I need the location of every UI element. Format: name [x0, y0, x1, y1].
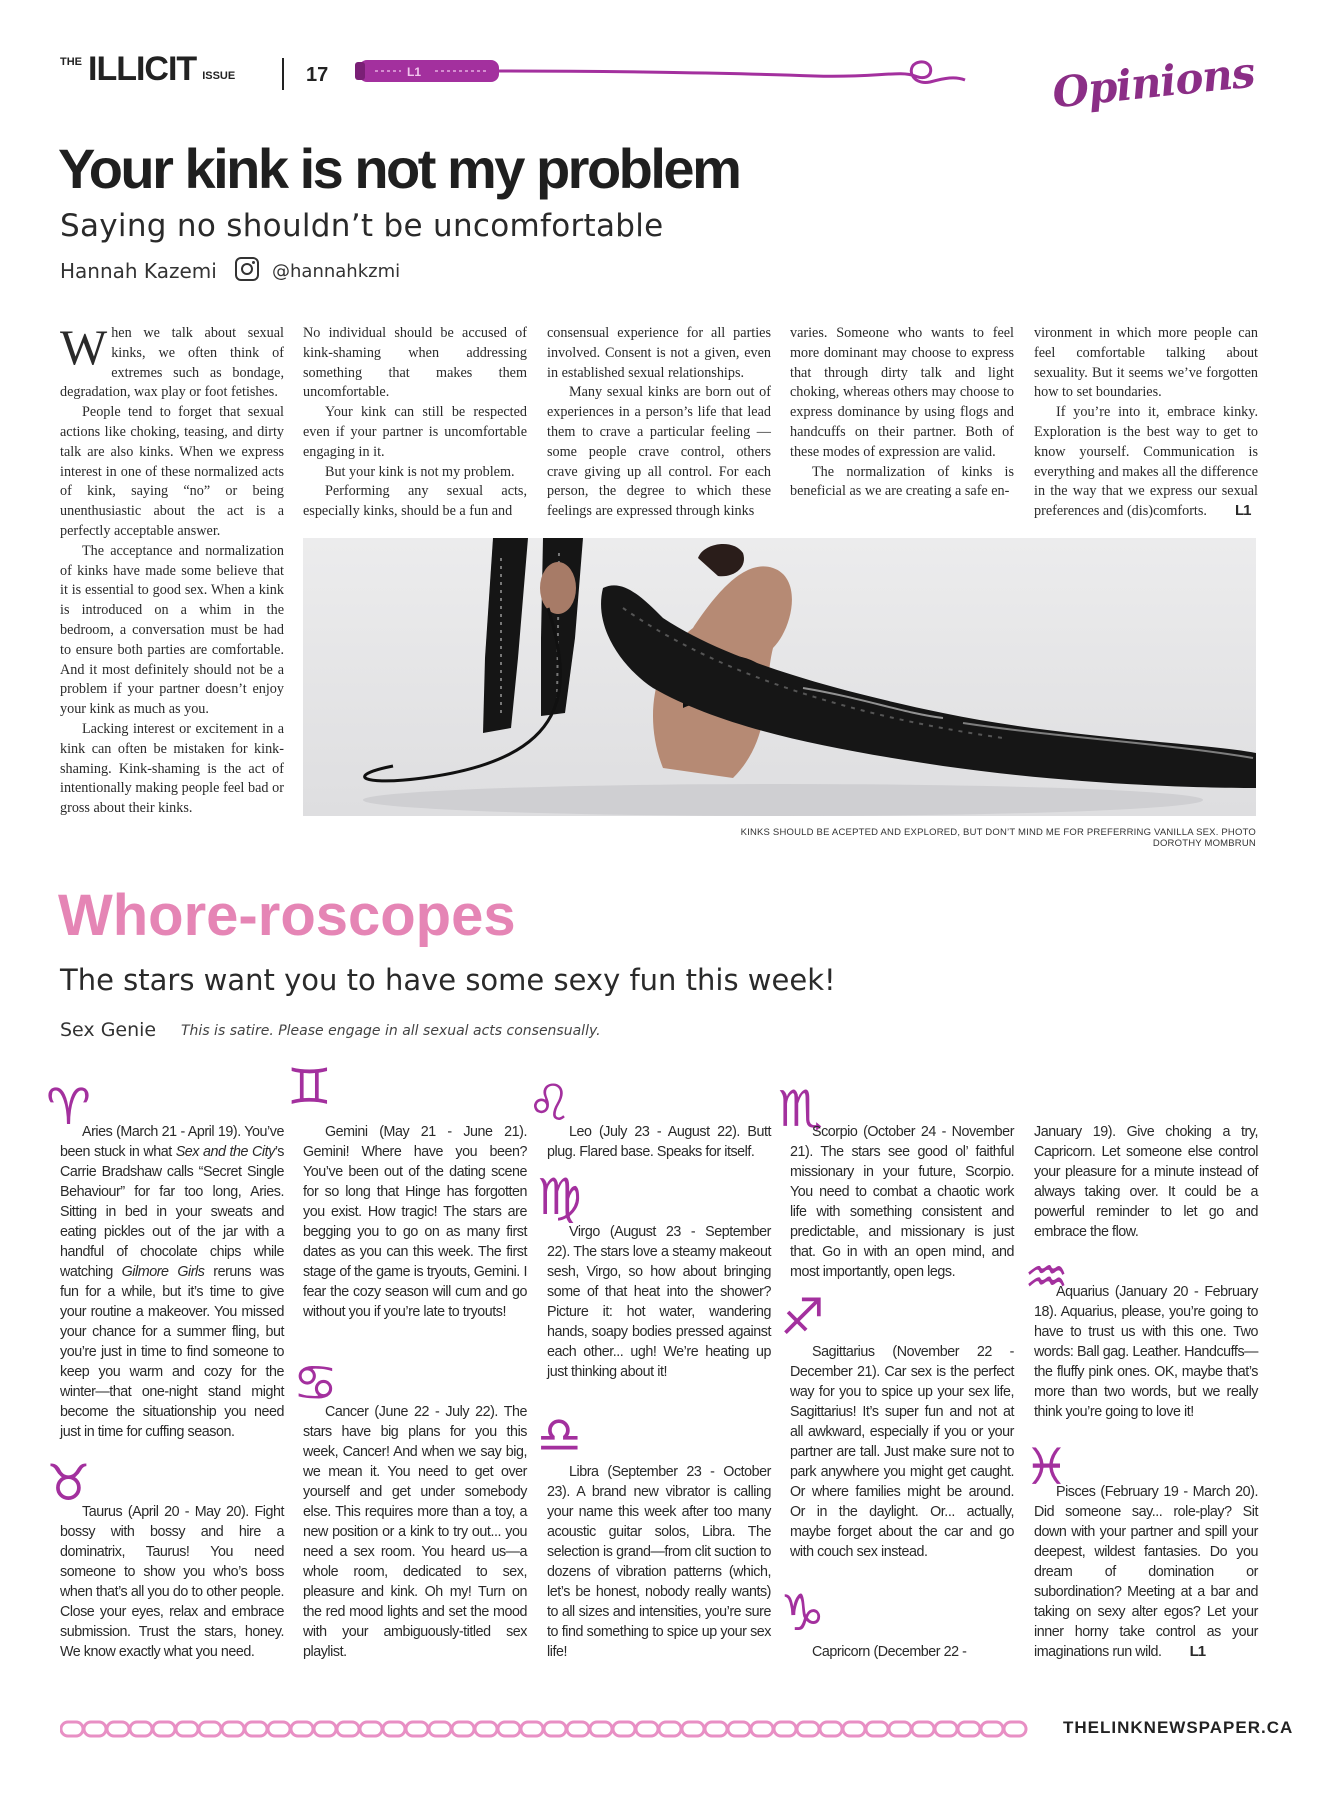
chain-link [820, 1722, 842, 1736]
article-paragraph: Your kink can still be respected even if your partner is uncomfortable engaging in it. [303, 404, 527, 460]
chain-link [912, 1722, 934, 1736]
chain-link [935, 1722, 957, 1736]
horoscope-taurus: Taurus (April 20 - May 20). Fight bossy with bossy and hire a dominatrix, Taurus! You need someone to show you who’s boss when that’s all you do to other people. Close your eyes, relax and embrace submission. Trust the stars, honey. We know exactly what you need. [60, 1504, 284, 1660]
header-divider [282, 58, 284, 90]
drop-cap: W [60, 319, 108, 375]
chain-link [406, 1722, 428, 1736]
chain-link [889, 1722, 911, 1736]
chain-link [291, 1722, 313, 1736]
chain-link [176, 1722, 198, 1736]
chain-link [958, 1722, 980, 1736]
libra-icon: ♎ [537, 1406, 582, 1464]
chain-link [245, 1722, 267, 1736]
horoscope-capricorn-start: Capricorn (December 22 - [812, 1644, 967, 1660]
chain-link [84, 1722, 106, 1736]
horoscope-subtitle: The stars want you to have some sexy fun this week! [60, 963, 836, 997]
horoscope-pisces: Pisces (February 19 - March 20). Did someone say... role-play? Sit down with your partner and spill your deepest, wildest fantasies. Do you dream of domination or subordination? Meeting at a bar and taking on sexy alter egos? Let your inner horny take control as your imaginations run wild. L1 [1034, 1484, 1258, 1660]
article-paragraph: consensual experience for all parties involved. Consent is not a given, even in established sexual relationships. [547, 325, 771, 381]
article-column-5 [1034, 324, 1258, 522]
scorpio-icon: ♏ [778, 1080, 823, 1138]
horoscope-author: Sex Genie [60, 1019, 157, 1041]
article-paragraph: The normalization of kinks is beneficial as we are creating a safe en- [790, 463, 1014, 500]
horoscope-cancer: Cancer (June 22 - July 22). The stars have big plans for you this week, Cancer! And when we say big, we mean it. You need to get over yourself and get under somebody else. This requires more than a toy, a new position or a kink to try out... you need a sex room. You heard us—a whole room, dedicated to sex, pleasure and kink. Oh my! Turn on the red mood lights and set the mood with your ambiguously-titled sex playlist. [303, 1404, 527, 1660]
horoscope-disclaimer: This is satire. Please engage in all sexual acts consensually. [181, 1023, 601, 1039]
article-title: Your kink is not my problem [58, 137, 740, 200]
photo-illustration [303, 538, 1256, 816]
whip-illustration [355, 40, 1055, 110]
taurus-icon: ♉ [46, 1454, 91, 1512]
chain-link [544, 1722, 566, 1736]
chain-link [314, 1722, 336, 1736]
sagittarius-icon: ♐ [780, 1288, 825, 1346]
chain-link [728, 1722, 750, 1736]
gemini-icon: ♊ [287, 1058, 332, 1116]
chain-link [153, 1722, 175, 1736]
masthead-the: THE [60, 56, 82, 68]
horoscope-aquarius: Aquarius (January 20 - February 18). Aquarius, please, you’re going to have to trust us with this one. Two words: Ball gag. Leather. Handcuffs—the fluffy pink ones. OK, maybe that’s more than two words, but we really think you’re going to love it! [1034, 1284, 1258, 1420]
article-subtitle: Saying no shouldn’t be uncomfortable [60, 208, 664, 244]
chain-link [981, 1722, 1003, 1736]
article-photo [303, 538, 1256, 816]
chain-link [429, 1722, 451, 1736]
masthead-name: ILLICIT [88, 50, 197, 88]
article-paragraph: Many sexual kinks are born out of experiences in a person’s life that lead them to crave a particular feeling — some people crave control, others crave giving up all control. For each person, the degree to which these feelings are expressed through kinks [547, 384, 771, 520]
horoscope-gemini: Gemini (May 21 - June 21). Gemini! Where have you been? You’ve been out of the dating scene for so long that Hinge has forgotten you exist. How tragic! The stars are begging you to go on as many first dates as you can this week. The first stage of the game is tryouts, Gemini. I fear the cozy season will cum and go without you if you’re late to tryouts! [303, 1124, 527, 1320]
chain-link [222, 1722, 244, 1736]
chain-link [130, 1722, 152, 1736]
website-link[interactable]: THELINKNEWSPAPER.CA [1063, 1718, 1294, 1737]
aries-icon: ♈ [46, 1078, 91, 1136]
virgo-icon: ♍ [537, 1168, 582, 1226]
chain-link [843, 1722, 865, 1736]
instagram-icon [235, 257, 259, 281]
chain-link [797, 1722, 819, 1736]
masthead-issue: ISSUE [202, 70, 236, 82]
horoscope-title: Whore-roscopes [58, 883, 516, 948]
article-paragraph: Performing any sexual acts, especially kinks, should be a fun and [303, 483, 527, 520]
chain-link [659, 1722, 681, 1736]
chain-link [866, 1722, 888, 1736]
end-mark: L1 [1189, 1643, 1206, 1660]
masthead [60, 50, 236, 88]
chain-link [61, 1722, 83, 1736]
capricorn-icon: ♑ [780, 1584, 825, 1642]
chain-link [590, 1722, 612, 1736]
article-paragraph: If you’re into it, embrace kinky. Exploration is the best way to get to know yourself. Communication is everything and makes all the difference in the way that we express our sexual preferences and (dis)comforts. L1 [1034, 404, 1258, 520]
chain-link [452, 1722, 474, 1736]
chain-link [107, 1722, 129, 1736]
chain-link [383, 1722, 405, 1736]
chain-link [360, 1722, 382, 1736]
article-paragraph: Lacking interest or excitement in a kink can often be mistaken for kink-shaming. Kink-shaming is the act of intentionally making people feel bad or gross about their kinks. [60, 720, 284, 817]
horoscope-libra: Libra (September 23 - October 23). A brand new vibrator is calling your name this week after too many acoustic guitar solos, Libra. The selection is grand—from clit suction to dozens of vibration patterns (which, let’s be honest, nobody really wants) to all sizes and intensities, you’re sure to find something to spice up your sex life! [547, 1464, 771, 1660]
end-mark: L1 [1234, 502, 1251, 520]
aquarius-icon: ♒ [1024, 1248, 1069, 1306]
horoscope-virgo: Virgo (August 23 - September 22). The stars love a steamy makeout sesh, Virgo, so how about bringing some of that heat into the shower? Picture it: hot water, wandering hands, soapy bodies pressed against each other... ugh! We’re heating up just thinking about it! [547, 1224, 771, 1380]
article-column-1 [60, 319, 284, 819]
chain-link [268, 1722, 290, 1736]
cancer-icon: ♋ [293, 1354, 338, 1412]
chain-divider [60, 1718, 1050, 1740]
horoscope-leo: Leo (July 23 - August 22). Butt plug. Flared base. Speaks for itself. [547, 1124, 771, 1160]
chain-link [613, 1722, 635, 1736]
article-paragraph: varies. Someone who wants to feel more dominant may choose to express that through dirty talk and light choking, whereas others may choose to express dominance by using flogs and handcuffs on their partner. Both of these modes of expression are valid. [790, 325, 1014, 460]
chain-link [521, 1722, 543, 1736]
chain-link [774, 1722, 796, 1736]
chain-link [199, 1722, 221, 1736]
whip-label: L1 [407, 65, 422, 79]
horoscope-capricorn-cont: January 19). Give choking a try, Capricorn. Let someone else control your pleasure for a minute instead of always taking over. It could be a powerful reminder to let go and embrace the flow. [1034, 1124, 1258, 1240]
article-paragraph: People tend to forget that sexual actions like choking, teasing, and dirty talk are also kinks. When we express interest in one of these normalized acts of kink, saying “no” or being unenthusiastic about the act is a perfectly acceptable answer. [60, 404, 284, 539]
article-paragraph: But your kink is not my problem. [325, 463, 515, 480]
pisces-icon: ♓ [1024, 1438, 1069, 1496]
chain-link [751, 1722, 773, 1736]
article-author: Hannah Kazemi [60, 259, 217, 283]
section-label: Opinions [1049, 47, 1257, 118]
chain-link [1004, 1722, 1026, 1736]
article-column-3 [547, 324, 771, 522]
horoscope-scorpio: Scorpio (October 24 - November 21). The stars see good ol’ faithful missionary in your future, Scorpio. You need to combat a chaotic work life with something consistent and predictable, and missionary is just that. Go in with an open mind, and most importantly, open legs. [790, 1124, 1014, 1280]
chain-link [337, 1722, 359, 1736]
article-column-2 [303, 324, 527, 522]
chain-link [475, 1722, 497, 1736]
page-number: 17 [306, 64, 329, 86]
article-column-4 [790, 324, 1014, 502]
article-paragraph: The acceptance and normalization of kinks have made some believe that it is essential to good sex. When a kink is introduced on a whim in the bedroom, a conversation must be had to ensure both parties are comfortable. And it most definitely should not be a problem if your partner doesn’t enjoy your kink as much as you. [60, 542, 284, 718]
author-handle[interactable]: @hannahkzmi [272, 261, 401, 282]
article-paragraph: vironment in which more people can feel comfortable talking about sexuality. But it seems we’ve forgotten how to set boundaries. [1034, 325, 1258, 401]
horoscope-aries: Aries (March 21 - April 19). You’ve been stuck in what Sex and the City’s Carrie Bradshaw calls “Secret Single Behaviour” for far too long, Aries. Sitting in bed in your sweats and eating pickles out of the jar with a handful of chocolate chips while watching Gilmore Girls reruns was fun for a while, but it’s time to give your routine a makeover. You missed your chance for a summer fling, but you’re just in time to find someone to keep you warm and cozy for the winter—that one-night stand might become the situationship you need just in time for cuffing season. [60, 1124, 284, 1440]
photo-caption: KINKS SHOULD BE ACEPTED AND EXPLORED, BUT DON’T MIND ME FOR PREFERRING VANILLA SEX. PHOTO DOROTHY MOMBRUN [740, 827, 1256, 849]
article-paragraph: When we talk about sexual kinks, we often think of extremes such as bondage, degradation, wax play or foot fetishes. [60, 319, 284, 401]
chain-link [636, 1722, 658, 1736]
chain-link [567, 1722, 589, 1736]
chain-link [705, 1722, 727, 1736]
chain-link [682, 1722, 704, 1736]
horoscope-sagittarius: Sagittarius (November 22 - December 21). Car sex is the perfect way for you to spice up your sex life, Sagittarius! It’s super fun and not at all awkward, especially if you or your partner are tall. Just make sure not to park anywhere you might get caught. Or where families might be around. Or in the daylight. Or... actually, maybe forget about the car and go with couch sex instead. [790, 1344, 1014, 1560]
article-paragraph: No individual should be accused of kink-shaming when addressing something that makes them uncomfortable. [303, 325, 527, 401]
chain-link [498, 1722, 520, 1736]
leo-icon: ♌ [527, 1074, 572, 1132]
